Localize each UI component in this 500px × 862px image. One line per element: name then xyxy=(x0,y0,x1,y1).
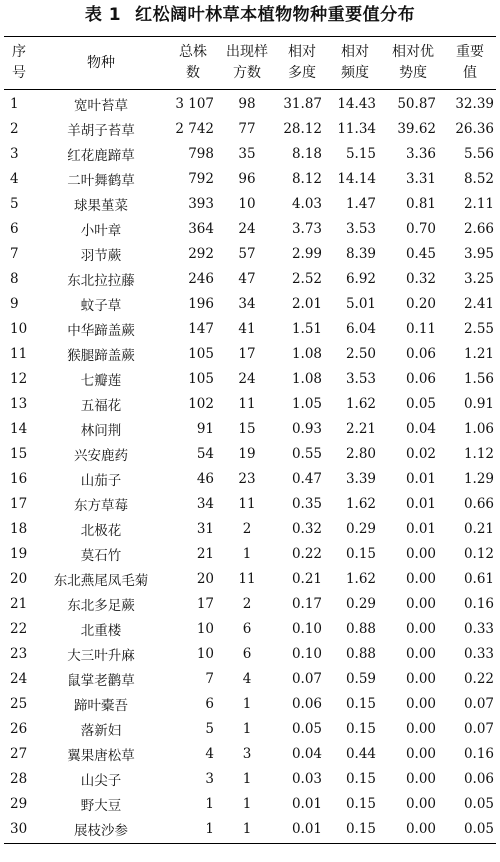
cell-total-count: 798 xyxy=(188,145,214,162)
cell-serial-number: 16 xyxy=(10,470,28,487)
table-row xyxy=(4,691,496,716)
cell-quadrat-occurrence: 1 xyxy=(242,695,252,712)
table-number: 表 1 xyxy=(84,5,122,25)
cell-total-count: 792 xyxy=(188,170,214,187)
cell-importance-value: 5.56 xyxy=(463,145,494,162)
cell-quadrat-occurrence: 1 xyxy=(242,545,252,562)
table-row xyxy=(4,241,496,266)
cell-serial-number: 3 xyxy=(10,145,19,162)
cell-importance-value: 0.07 xyxy=(463,695,494,712)
cell-quadrat-occurrence: 2 xyxy=(242,520,252,537)
table-row xyxy=(4,766,496,791)
cell-species: 东方草莓 xyxy=(74,497,128,514)
cell-relative-abundance: 1.08 xyxy=(291,345,322,362)
cell-serial-number: 25 xyxy=(10,695,28,712)
cell-quadrat-occurrence: 11 xyxy=(238,495,256,512)
cell-relative-abundance: 0.06 xyxy=(291,695,322,712)
cell-relative-abundance: 0.03 xyxy=(291,770,322,787)
cell-importance-value: 1.29 xyxy=(463,470,494,487)
cell-importance-value: 0.22 xyxy=(463,670,494,687)
cell-serial-number: 1 xyxy=(10,95,19,112)
cell-total-count: 5 xyxy=(205,720,214,737)
cell-relative-dominance: 0.00 xyxy=(405,695,436,712)
cell-quadrat-occurrence: 4 xyxy=(242,670,252,687)
cell-serial-number: 17 xyxy=(10,495,28,512)
table-row xyxy=(4,491,496,516)
cell-serial-number: 19 xyxy=(10,545,28,562)
cell-relative-abundance: 28.12 xyxy=(283,120,322,137)
cell-importance-value: 2.55 xyxy=(463,320,494,337)
cell-relative-frequency: 1.47 xyxy=(345,195,376,212)
cell-relative-dominance: 0.02 xyxy=(405,445,436,462)
cell-serial-number: 20 xyxy=(10,570,28,587)
table-row xyxy=(4,516,496,541)
cell-relative-dominance: 0.00 xyxy=(405,795,436,812)
cell-importance-value: 0.61 xyxy=(463,570,494,587)
header-serial-number: 序 号 xyxy=(12,44,26,81)
table-row xyxy=(4,441,496,466)
cell-relative-dominance: 0.00 xyxy=(405,720,436,737)
cell-serial-number: 10 xyxy=(10,320,28,337)
table-row xyxy=(4,666,496,691)
cell-relative-frequency: 11.34 xyxy=(337,120,376,137)
cell-relative-dominance: 3.36 xyxy=(405,145,436,162)
cell-relative-frequency: 0.29 xyxy=(345,520,376,537)
cell-serial-number: 30 xyxy=(10,820,28,837)
cell-quadrat-occurrence: 11 xyxy=(238,570,256,587)
cell-relative-frequency: 0.15 xyxy=(345,695,376,712)
cell-total-count: 46 xyxy=(196,470,214,487)
cell-quadrat-occurrence: 35 xyxy=(238,145,256,162)
cell-relative-frequency: 0.15 xyxy=(345,820,376,837)
cell-relative-frequency: 0.59 xyxy=(345,670,376,687)
cell-total-count: 147 xyxy=(188,320,214,337)
cell-relative-frequency: 3.39 xyxy=(345,470,376,487)
cell-relative-frequency: 3.53 xyxy=(345,220,376,237)
cell-species: 北极花 xyxy=(80,522,122,539)
cell-relative-dominance: 0.00 xyxy=(405,620,436,637)
cell-total-count: 292 xyxy=(188,245,214,262)
cell-species: 小叶章 xyxy=(80,222,122,239)
cell-species: 七瓣莲 xyxy=(80,372,122,389)
cell-relative-frequency: 2.21 xyxy=(345,420,376,437)
cell-quadrat-occurrence: 1 xyxy=(242,795,252,812)
cell-relative-dominance: 3.31 xyxy=(405,170,436,187)
cell-species: 五福花 xyxy=(80,397,122,414)
cell-total-count: 1 xyxy=(205,820,214,837)
cell-relative-dominance: 0.00 xyxy=(405,820,436,837)
cell-relative-frequency: 0.44 xyxy=(345,745,376,762)
cell-relative-frequency: 6.92 xyxy=(345,270,376,287)
cell-quadrat-occurrence: 11 xyxy=(238,395,256,412)
cell-total-count: 3 107 xyxy=(175,95,214,112)
cell-relative-dominance: 0.00 xyxy=(405,770,436,787)
cell-serial-number: 24 xyxy=(10,670,28,687)
cell-total-count: 393 xyxy=(188,195,214,212)
cell-importance-value: 0.07 xyxy=(463,720,494,737)
cell-relative-frequency: 6.04 xyxy=(345,320,376,337)
cell-relative-abundance: 8.12 xyxy=(291,170,322,187)
cell-species: 蹄叶橐吾 xyxy=(74,697,128,714)
cell-relative-dominance: 0.00 xyxy=(405,670,436,687)
cell-species: 野大豆 xyxy=(80,797,122,814)
cell-relative-frequency: 2.80 xyxy=(345,445,376,462)
cell-relative-frequency: 5.01 xyxy=(345,295,376,312)
table-row xyxy=(4,191,496,216)
cell-serial-number: 27 xyxy=(10,745,28,762)
cell-relative-abundance: 31.87 xyxy=(283,95,322,112)
header-total-count: 总株 数 xyxy=(179,44,207,81)
cell-serial-number: 29 xyxy=(10,795,28,812)
cell-relative-frequency: 0.15 xyxy=(345,770,376,787)
cell-relative-abundance: 1.05 xyxy=(291,395,322,412)
cell-serial-number: 2 xyxy=(10,120,19,137)
cell-relative-abundance: 0.10 xyxy=(291,645,322,662)
cell-relative-frequency: 3.53 xyxy=(345,370,376,387)
header-quadrat-occurrence: 出现样 方数 xyxy=(226,44,268,81)
table-body xyxy=(4,90,496,843)
cell-relative-abundance: 8.18 xyxy=(291,145,322,162)
cell-total-count: 7 xyxy=(205,670,214,687)
cell-species: 东北拉拉藤 xyxy=(67,272,135,289)
cell-importance-value: 1.56 xyxy=(463,370,494,387)
cell-quadrat-occurrence: 98 xyxy=(238,95,256,112)
cell-relative-dominance: 0.00 xyxy=(405,545,436,562)
cell-relative-frequency: 0.29 xyxy=(345,595,376,612)
cell-quadrat-occurrence: 2 xyxy=(242,595,252,612)
table-row xyxy=(4,466,496,491)
cell-relative-abundance: 0.22 xyxy=(291,545,322,562)
cell-total-count: 102 xyxy=(188,395,214,412)
cell-total-count: 196 xyxy=(188,295,214,312)
cell-quadrat-occurrence: 17 xyxy=(238,345,256,362)
cell-species: 展枝沙参 xyxy=(74,822,128,839)
cell-relative-dominance: 0.11 xyxy=(405,320,436,337)
cell-species: 蚊子草 xyxy=(80,297,122,314)
cell-total-count: 54 xyxy=(196,445,214,462)
cell-total-count: 246 xyxy=(188,270,214,287)
table-row xyxy=(4,741,496,766)
cell-species: 莫石竹 xyxy=(80,547,122,564)
cell-importance-value: 0.66 xyxy=(463,495,494,512)
cell-relative-frequency: 1.62 xyxy=(345,495,376,512)
cell-importance-value: 8.52 xyxy=(463,170,494,187)
cell-importance-value: 0.33 xyxy=(463,620,494,637)
table-row xyxy=(4,591,496,616)
cell-serial-number: 9 xyxy=(10,295,19,312)
cell-relative-abundance: 0.93 xyxy=(291,420,322,437)
cell-importance-value: 3.95 xyxy=(463,245,494,262)
cell-total-count: 31 xyxy=(196,520,214,537)
cell-relative-abundance: 1.08 xyxy=(291,370,322,387)
cell-importance-value: 32.39 xyxy=(455,95,494,112)
cell-importance-value: 2.41 xyxy=(463,295,494,312)
table-row xyxy=(4,166,496,191)
cell-relative-frequency: 1.62 xyxy=(345,395,376,412)
cell-relative-dominance: 0.01 xyxy=(405,495,436,512)
cell-species: 山茄子 xyxy=(80,472,122,489)
cell-relative-dominance: 0.06 xyxy=(405,345,436,362)
cell-serial-number: 18 xyxy=(10,520,28,537)
cell-total-count: 21 xyxy=(196,545,214,562)
cell-relative-abundance: 2.99 xyxy=(291,245,322,262)
table-row xyxy=(4,141,496,166)
cell-relative-dominance: 0.20 xyxy=(405,295,436,312)
cell-relative-abundance: 0.21 xyxy=(291,570,322,587)
cell-relative-abundance: 1.51 xyxy=(291,320,322,337)
table-header-row xyxy=(4,37,496,90)
cell-serial-number: 23 xyxy=(10,645,28,662)
cell-relative-dominance: 0.00 xyxy=(405,745,436,762)
cell-relative-abundance: 0.04 xyxy=(291,745,322,762)
cell-total-count: 2 742 xyxy=(175,120,214,137)
cell-serial-number: 21 xyxy=(10,595,28,612)
cell-relative-abundance: 0.35 xyxy=(291,495,322,512)
cell-relative-abundance: 2.01 xyxy=(291,295,322,312)
cell-serial-number: 22 xyxy=(10,620,28,637)
cell-relative-abundance: 0.32 xyxy=(291,520,322,537)
cell-relative-frequency: 14.14 xyxy=(337,170,376,187)
cell-relative-frequency: 2.50 xyxy=(345,345,376,362)
cell-total-count: 34 xyxy=(196,495,214,512)
cell-total-count: 10 xyxy=(196,645,214,662)
cell-serial-number: 6 xyxy=(10,220,19,237)
cell-serial-number: 5 xyxy=(10,195,19,212)
cell-quadrat-occurrence: 1 xyxy=(242,770,252,787)
table-row xyxy=(4,291,496,316)
cell-species: 兴安鹿药 xyxy=(74,447,128,464)
header-species: 物种 xyxy=(87,54,115,71)
cell-relative-dominance: 0.00 xyxy=(405,570,436,587)
table-row xyxy=(4,541,496,566)
cell-relative-abundance: 0.10 xyxy=(291,620,322,637)
cell-total-count: 4 xyxy=(205,745,214,762)
cell-total-count: 20 xyxy=(196,570,214,587)
cell-quadrat-occurrence: 57 xyxy=(238,245,256,262)
cell-quadrat-occurrence: 24 xyxy=(238,370,256,387)
header-relative-dominance: 相对优 势度 xyxy=(392,44,434,81)
cell-importance-value: 2.11 xyxy=(463,195,494,212)
cell-species: 大三叶升麻 xyxy=(67,647,135,664)
cell-total-count: 6 xyxy=(205,695,214,712)
cell-species: 红花鹿蹄草 xyxy=(67,147,135,164)
table-row xyxy=(4,316,496,341)
cell-relative-dominance: 0.70 xyxy=(405,220,436,237)
table-row xyxy=(4,616,496,641)
cell-relative-dominance: 0.04 xyxy=(405,420,436,437)
table-row xyxy=(4,641,496,666)
cell-quadrat-occurrence: 1 xyxy=(242,720,252,737)
cell-quadrat-occurrence: 77 xyxy=(238,120,256,137)
cell-importance-value: 1.21 xyxy=(463,345,494,362)
cell-importance-value: 0.05 xyxy=(463,820,494,837)
cell-total-count: 105 xyxy=(188,370,214,387)
cell-species: 鼠掌老鹳草 xyxy=(67,672,135,689)
table-row xyxy=(4,341,496,366)
cell-species: 落新妇 xyxy=(80,722,122,739)
cell-relative-dominance: 0.06 xyxy=(405,370,436,387)
table-row xyxy=(4,566,496,591)
cell-relative-dominance: 0.81 xyxy=(405,195,436,212)
cell-serial-number: 14 xyxy=(10,420,28,437)
cell-relative-dominance: 0.00 xyxy=(405,595,436,612)
cell-importance-value: 26.36 xyxy=(455,120,494,137)
cell-relative-frequency: 8.39 xyxy=(345,245,376,262)
cell-importance-value: 3.25 xyxy=(463,270,494,287)
cell-quadrat-occurrence: 47 xyxy=(238,270,256,287)
cell-relative-abundance: 0.07 xyxy=(291,670,322,687)
cell-species: 北重楼 xyxy=(80,622,122,639)
cell-serial-number: 11 xyxy=(10,345,28,362)
cell-serial-number: 13 xyxy=(10,395,28,412)
cell-relative-abundance: 0.05 xyxy=(291,720,322,737)
cell-relative-dominance: 0.05 xyxy=(405,395,436,412)
cell-serial-number: 8 xyxy=(10,270,19,287)
cell-relative-frequency: 0.15 xyxy=(345,720,376,737)
cell-quadrat-occurrence: 41 xyxy=(238,320,256,337)
cell-species: 东北燕尾凤毛菊 xyxy=(53,572,149,589)
cell-species: 羊胡子苔草 xyxy=(67,122,135,139)
cell-relative-abundance: 2.52 xyxy=(291,270,322,287)
cell-species: 林问荆 xyxy=(80,422,122,439)
cell-quadrat-occurrence: 24 xyxy=(238,220,256,237)
cell-quadrat-occurrence: 15 xyxy=(238,420,256,437)
cell-relative-abundance: 0.55 xyxy=(291,445,322,462)
cell-importance-value: 0.33 xyxy=(463,645,494,662)
cell-species: 球果堇菜 xyxy=(74,197,128,214)
table-row xyxy=(4,116,496,141)
species-importance-table xyxy=(4,36,496,844)
cell-relative-abundance: 0.01 xyxy=(291,795,322,812)
cell-importance-value: 1.12 xyxy=(463,445,494,462)
cell-relative-abundance: 4.03 xyxy=(291,195,322,212)
table-caption xyxy=(0,4,500,26)
cell-relative-frequency: 0.88 xyxy=(345,620,376,637)
cell-total-count: 364 xyxy=(188,220,214,237)
cell-relative-abundance: 0.01 xyxy=(291,820,322,837)
table-row xyxy=(4,416,496,441)
cell-serial-number: 12 xyxy=(10,370,28,387)
cell-quadrat-occurrence: 10 xyxy=(238,195,256,212)
cell-species: 二叶舞鹤草 xyxy=(67,172,135,189)
cell-relative-frequency: 5.15 xyxy=(345,145,376,162)
cell-quadrat-occurrence: 3 xyxy=(242,745,252,762)
cell-importance-value: 0.06 xyxy=(463,770,494,787)
table-row xyxy=(4,816,496,841)
cell-serial-number: 4 xyxy=(10,170,19,187)
table-title: 红松阔叶林草本植物物种重要值分布 xyxy=(135,5,416,25)
table-row xyxy=(4,391,496,416)
cell-serial-number: 26 xyxy=(10,720,28,737)
cell-quadrat-occurrence: 1 xyxy=(242,820,252,837)
cell-relative-abundance: 0.47 xyxy=(291,470,322,487)
cell-serial-number: 15 xyxy=(10,445,28,462)
cell-relative-dominance: 39.62 xyxy=(397,120,436,137)
cell-relative-frequency: 0.15 xyxy=(345,545,376,562)
cell-importance-value: 1.06 xyxy=(463,420,494,437)
cell-relative-dominance: 50.87 xyxy=(397,95,436,112)
cell-relative-dominance: 0.00 xyxy=(405,645,436,662)
cell-relative-dominance: 0.45 xyxy=(405,245,436,262)
cell-relative-dominance: 0.01 xyxy=(405,520,436,537)
cell-importance-value: 0.91 xyxy=(463,395,494,412)
header-relative-frequency: 相对 频度 xyxy=(341,44,369,81)
cell-serial-number: 28 xyxy=(10,770,28,787)
cell-quadrat-occurrence: 6 xyxy=(242,645,252,662)
cell-importance-value: 0.16 xyxy=(463,595,494,612)
cell-serial-number: 7 xyxy=(10,245,19,262)
table-row xyxy=(4,716,496,741)
cell-total-count: 1 xyxy=(205,795,214,812)
cell-species: 中华蹄盖蕨 xyxy=(67,322,135,339)
cell-quadrat-occurrence: 6 xyxy=(242,620,252,637)
cell-quadrat-occurrence: 23 xyxy=(238,470,256,487)
cell-importance-value: 0.21 xyxy=(463,520,494,537)
cell-total-count: 3 xyxy=(205,770,214,787)
table-row xyxy=(4,216,496,241)
cell-species: 东北多足蕨 xyxy=(67,597,135,614)
cell-relative-frequency: 0.15 xyxy=(345,795,376,812)
cell-total-count: 91 xyxy=(196,420,214,437)
cell-relative-abundance: 3.73 xyxy=(291,220,322,237)
cell-species: 羽节蕨 xyxy=(80,247,122,264)
cell-species: 宽叶苔草 xyxy=(74,97,128,114)
cell-quadrat-occurrence: 19 xyxy=(238,445,256,462)
table-row xyxy=(4,791,496,816)
cell-total-count: 17 xyxy=(196,595,214,612)
cell-species: 猴腿蹄盖蕨 xyxy=(67,347,135,364)
table-row xyxy=(4,91,496,116)
cell-relative-dominance: 0.01 xyxy=(405,470,436,487)
cell-total-count: 105 xyxy=(188,345,214,362)
cell-importance-value: 0.16 xyxy=(463,745,494,762)
cell-relative-frequency: 14.43 xyxy=(337,95,376,112)
header-importance-value: 重要 值 xyxy=(456,44,484,81)
cell-quadrat-occurrence: 34 xyxy=(238,295,256,312)
cell-relative-dominance: 0.32 xyxy=(405,270,436,287)
cell-quadrat-occurrence: 96 xyxy=(238,170,256,187)
cell-relative-frequency: 1.62 xyxy=(345,570,376,587)
cell-importance-value: 0.05 xyxy=(463,795,494,812)
cell-importance-value: 0.12 xyxy=(463,545,494,562)
cell-species: 翼果唐松草 xyxy=(67,747,135,764)
cell-relative-abundance: 0.17 xyxy=(291,595,322,612)
cell-species: 山尖子 xyxy=(80,772,122,789)
cell-total-count: 10 xyxy=(196,620,214,637)
header-relative-abundance: 相对 多度 xyxy=(288,44,316,81)
cell-importance-value: 2.66 xyxy=(463,220,494,237)
table-row xyxy=(4,366,496,391)
cell-relative-frequency: 0.88 xyxy=(345,645,376,662)
table-row xyxy=(4,266,496,291)
